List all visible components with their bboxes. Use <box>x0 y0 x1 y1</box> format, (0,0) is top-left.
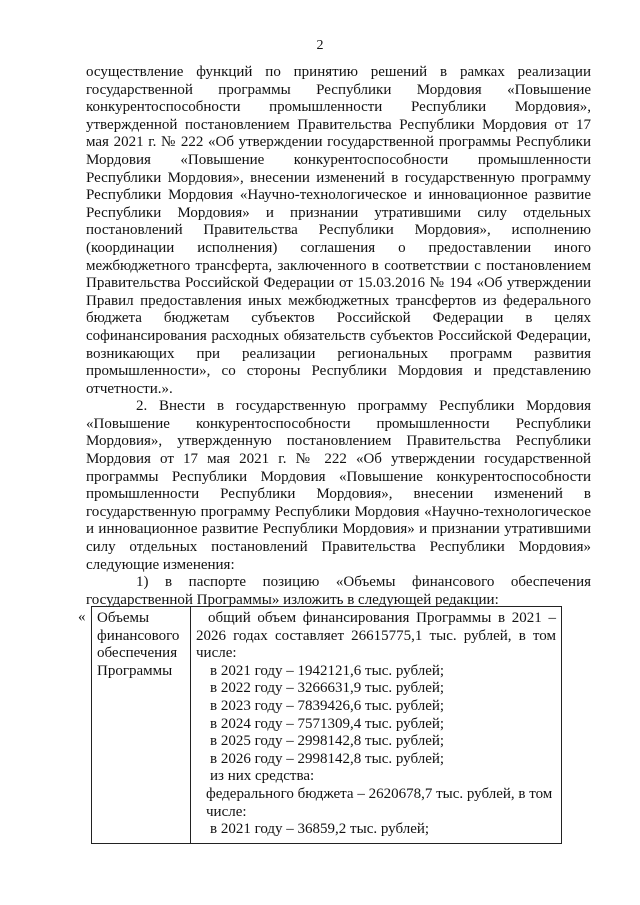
opening-quote-mark: « <box>78 609 86 625</box>
paragraph-subitem-1: 1) в паспорте позицию «Объемы финансового обеспечения государственной Программы» изложить в следующей редакции: <box>86 574 591 608</box>
year-amount: в 2022 году – 3266631,9 тыс. рублей; <box>210 680 445 697</box>
funds-header: из них средства: <box>210 768 315 785</box>
year-amount: в 2026 году – 2998142,8 тыс. рублей; <box>210 750 445 767</box>
paragraph-item-2: 2. Внести в государственную программу Республики Мордовия «Повышение конкурентоспособности промышленности Республики Мордовия», утвержденную постановлением Правительства Республики Мордовия от 17 мая 2021 г. № 222 «Об утверждении государственной программы Республики Мордовия «Повышение конкурентоспособности промышленности Республики Мордовия», внесении изменений в государственную программу Республики Мордовия «Научно-технологическое и инновационное развитие Республики Мордовия» и признании утратившими силу отдельных постановлений Правительства Республики Мордовия» следующие изменения: <box>86 398 591 573</box>
position-label: Объемы финансового обеспечения Программы <box>97 610 180 679</box>
federal-budget-text: федерального бюджета – 2620678,7 тыс. рублей, в том числе: <box>206 785 553 820</box>
federal-year-amount: в 2021 году – 36859,2 тыс. рублей; <box>210 821 430 838</box>
table-row <box>92 607 562 844</box>
passport-financing-table <box>91 606 562 844</box>
year-amount: в 2023 году – 7839426,6 тыс. рублей; <box>210 697 445 714</box>
document-body <box>86 64 591 609</box>
position-label-cell <box>92 607 191 844</box>
position-value-cell <box>191 607 562 844</box>
total-financing-text: общий объем финансирования Программы в 2021 – 2026 годах составляет 26615775,1 тыс. рублей, в том числе: <box>196 610 556 662</box>
year-amount: в 2021 году – 1942121,6 тыс. рублей; <box>210 662 445 679</box>
paragraph-continuation: осуществление функций по принятию решений в рамках реализации государственной программы Республики Мордовия «Повышение конкурентоспособности промышленности Республики Мордовия», утвержденной постановлением Правительства Республики Мордовия от 17 мая 2021 г. № 222 «Об утверждении государственной программы Республики Мордовия «Повышение конкурентоспособности промышленности Республики Мордовия», внесении изменений в государственную программу Республики Мордовия «Научно-технологическое и инновационное развитие Республики Мордовия» и признании утратившими силу отдельных постановлений Правительства Республики Мордовия», исполнению (координации исполнения) соглашения о предоставлении иного межбюджетного трансферта, заключенного в соответствии с постановлением Правительства Российской Федерации от 15.03.2016 № 194 «Об утверждении Правил предоставления иных межбюджетных трансфертов из федерального бюджета бюджетам субъектов Российской Федерации в целях софинансирования расходных обязательств субъектов Российской Федерации, возникающих при реализации региональных программ развития промышленности», со стороны Республики Мордовия и представлению отчетности.». <box>86 64 591 397</box>
year-amount: в 2025 году – 2998142,8 тыс. рублей; <box>210 733 445 750</box>
page-number: 2 <box>316 38 324 53</box>
year-amount: в 2024 году – 7571309,4 тыс. рублей; <box>210 715 445 732</box>
